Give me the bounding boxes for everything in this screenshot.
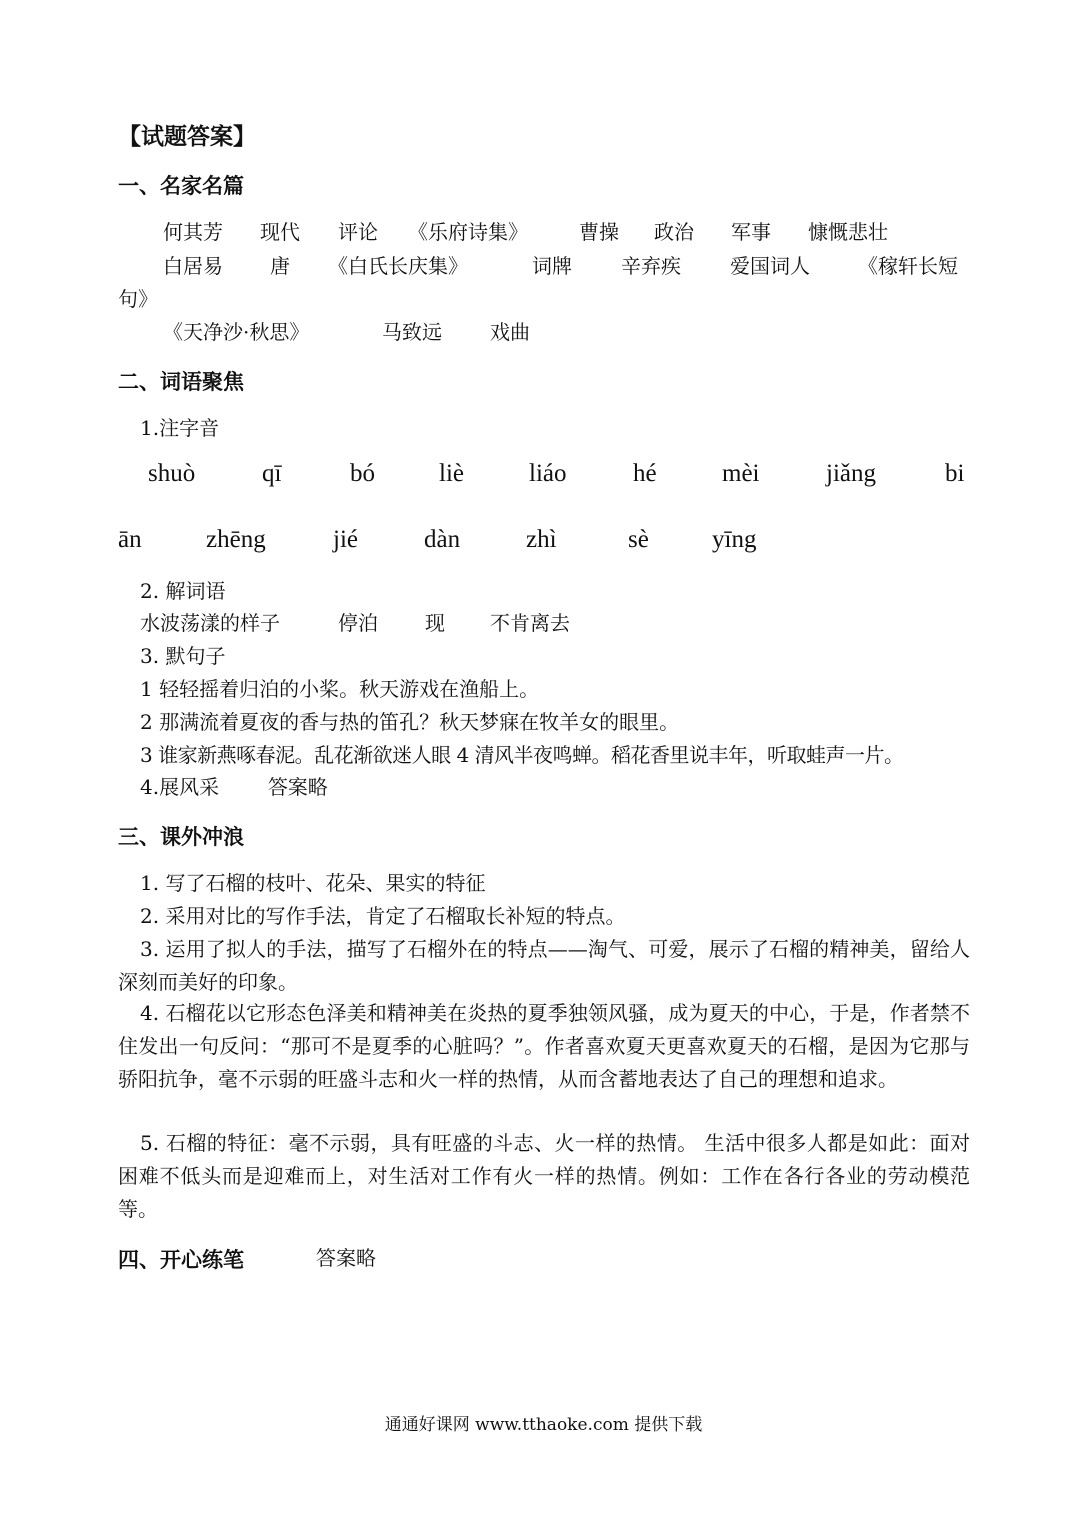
pinyin: dàn xyxy=(424,526,461,553)
s1-row1-item: 曹操 xyxy=(579,220,619,244)
s1-row2-item: 白居易 xyxy=(163,254,223,278)
s1-row1-item: 慷慨悲壮 xyxy=(808,220,888,244)
s1-row2-item: 唐 xyxy=(270,254,290,278)
s2-q3-line: 3 谁家新燕啄春泥。乱花渐欲迷人眼 4 清风半夜鸣蝉。稻花香里说丰年，听取蛙声一片。 xyxy=(140,743,904,767)
s1-row3-item: 《天净沙·秋思》 xyxy=(163,320,310,344)
s2-q4 xyxy=(140,771,328,803)
s2-q3-line: 1 轻轻摇着归泊的小桨。秋天游戏在渔船上。 xyxy=(140,677,540,701)
pinyin: bó xyxy=(350,460,375,487)
pinyin: bi xyxy=(945,460,965,487)
section-2-heading: 二、词语聚焦 xyxy=(118,370,244,394)
s3-item: 4. 石榴花以它形态色泽美和精神美在炎热的夏季独领风骚，成为夏天的中心，于是，作者禁不住发出一句反问：“那可不是夏季的心脏吗？”。作者喜欢夏天更喜欢夏天的石榴，是因为它那与骄阳抗争，毫不示弱的旺盛斗志和火一样的热情，从而含蓄地表达了自己的理想和追求。 xyxy=(118,1001,970,1091)
answer: 水波荡漾的样子 xyxy=(140,611,280,635)
s2-q4-label: 4.展风采 xyxy=(140,775,220,799)
pinyin: zhì xyxy=(526,526,557,553)
answer: 现 xyxy=(425,611,445,635)
s2-q3: 3. 默句子 xyxy=(140,644,226,668)
answer: 不肯离去 xyxy=(490,611,570,635)
s2-q1: 1.注字音 xyxy=(140,416,220,440)
s4-answer: 答案略 xyxy=(316,1246,376,1270)
pinyin: qī xyxy=(262,460,282,487)
s1-row2-wrap: 句》 xyxy=(118,287,158,311)
section-3-heading: 三、课外冲浪 xyxy=(118,825,244,849)
section-1-heading: 一、名家名篇 xyxy=(118,174,244,198)
pinyin: shuò xyxy=(148,460,196,487)
s3-item: 5. 石榴的特征：毫不示弱，具有旺盛的斗志、火一样的热情。 生活中很多人都是如此：面对困难不低头而是迎难而上，对生活对工作有火一样的热情。例如：工作在各行各业的劳动模范等。 xyxy=(118,1131,970,1221)
s3-item: 2. 采用对比的写作手法，肯定了石榴取长补短的特点。 xyxy=(140,904,626,928)
pinyin: liè xyxy=(439,460,464,487)
s1-row2-item: 词牌 xyxy=(532,254,572,278)
s1-row2-item: 爱国词人 xyxy=(730,254,810,278)
s1-row3-item: 戏曲 xyxy=(490,320,530,344)
pinyin: yīng xyxy=(712,526,757,553)
s2-q3-line: 2 那满流着夏夜的香与热的笛孔？秋天梦寐在牧羊女的眼里。 xyxy=(140,710,680,734)
s1-row1-item: 现代 xyxy=(260,220,300,244)
answer: 停泊 xyxy=(338,611,378,635)
s2-q2: 2. 解词语 xyxy=(140,579,226,603)
s1-row2-item: 《白氏长庆集》 xyxy=(328,254,468,278)
pinyin: hé xyxy=(633,460,657,487)
s1-row1-item: 政治 xyxy=(654,220,694,244)
s2-q4-answer: 答案略 xyxy=(267,775,328,799)
s1-row1-item: 军事 xyxy=(731,220,771,244)
pinyin: jiǎng xyxy=(826,460,876,487)
s2-q2-answers xyxy=(140,607,970,639)
s1-row1-item: 评论 xyxy=(338,220,378,244)
s1-row1-item: 《乐府诗集》 xyxy=(408,220,528,244)
pinyin: sè xyxy=(628,526,649,553)
s3-item: 1. 写了石榴的枝叶、花朵、果实的特征 xyxy=(140,871,486,895)
s1-row3-item: 马致远 xyxy=(382,320,442,344)
pinyin: jié xyxy=(333,526,358,553)
pinyin: ān xyxy=(118,526,142,553)
s1-row2-item: 《稼轩长短 xyxy=(858,254,958,278)
section-4-heading: 四、开心练笔 xyxy=(118,1248,244,1272)
s1-row2-item: 辛弃疾 xyxy=(621,254,681,278)
pinyin: zhēng xyxy=(206,526,266,553)
pinyin: liáo xyxy=(529,460,567,487)
page-title: 【试题答案】 xyxy=(118,124,256,150)
page-footer: 通通好课网 www.tthaoke.com 提供下载 xyxy=(384,1415,703,1435)
s3-item: 3. 运用了拟人的手法，描写了石榴外在的特点——淘气、可爱，展示了石榴的精神美，留给人深刻而美好的印象。 xyxy=(118,937,970,994)
s1-row1-item: 何其芳 xyxy=(163,220,223,244)
pinyin: mèi xyxy=(722,460,760,487)
